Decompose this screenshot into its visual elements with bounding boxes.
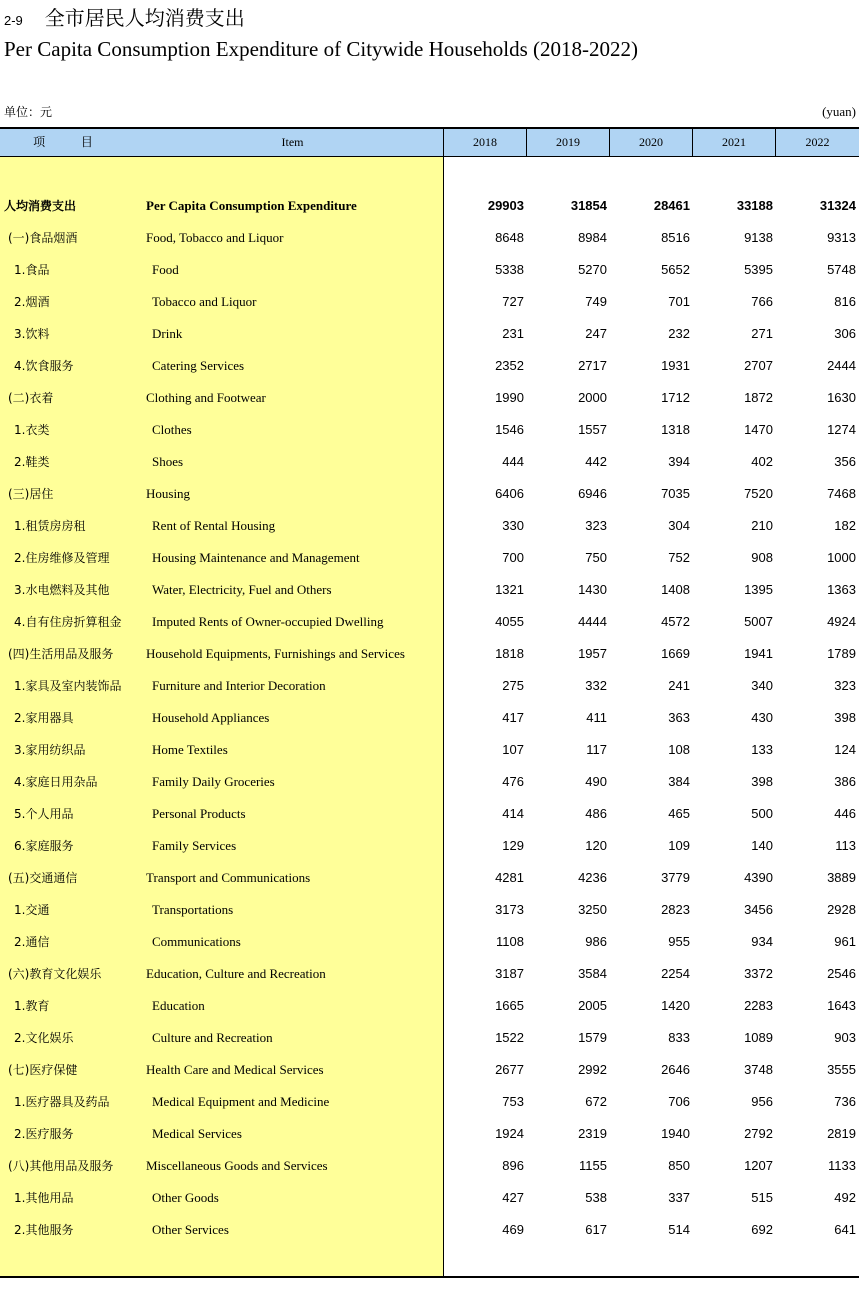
- table-row: [0, 254, 859, 286]
- row-label-en: Food, Tobacco and Liquor: [146, 230, 284, 245]
- cell-value-2021: 7520: [744, 486, 773, 501]
- table-row: [0, 350, 859, 382]
- cell-value-2022: 3555: [827, 1062, 856, 1077]
- row-label-en: Clothes: [152, 422, 192, 437]
- row-label-cn: 1.食品: [14, 263, 50, 277]
- cell-value-2021: 398: [751, 774, 773, 789]
- cell-value-2020: 1318: [661, 422, 690, 437]
- cell-value-2021: 3456: [744, 902, 773, 917]
- table-row: [0, 478, 859, 510]
- cell-value-2021: 430: [751, 710, 773, 725]
- row-label-cn: (五)交通通信: [8, 871, 78, 885]
- cell-value-2022: 736: [834, 1094, 856, 1109]
- header-year-2020: 2020: [639, 135, 663, 149]
- row-label-cn: 5.个人用品: [14, 807, 74, 821]
- header-year-2018: 2018: [473, 135, 497, 149]
- row-label-en: Shoes: [152, 454, 184, 469]
- row-label-cn: (四)生活用品及服务: [8, 647, 114, 661]
- cell-value-2020: 384: [668, 774, 690, 789]
- cell-value-2018: 2352: [495, 358, 524, 373]
- cell-value-2018: 3173: [495, 902, 524, 917]
- cell-value-2018: 1665: [495, 998, 524, 1013]
- cell-value-2019: 2005: [578, 998, 607, 1013]
- cell-value-2019: 1430: [578, 582, 607, 597]
- cell-value-2018: 896: [502, 1158, 524, 1173]
- row-label-cn: 人均消费支出: [4, 199, 77, 213]
- cell-value-2019: 332: [585, 678, 607, 693]
- row-label-en: Water, Electricity, Fuel and Others: [152, 582, 332, 597]
- cell-value-2018: 753: [502, 1094, 524, 1109]
- cell-value-2022: 446: [834, 806, 856, 821]
- cell-value-2021: 908: [751, 550, 773, 565]
- row-label-cn: 3.饮料: [14, 327, 50, 341]
- cell-value-2019: 2000: [578, 390, 607, 405]
- unit-label-en: (yuan): [822, 104, 856, 119]
- row-label-en: Health Care and Medical Services: [146, 1062, 324, 1077]
- cell-value-2019: 442: [585, 454, 607, 469]
- cell-value-2019: 749: [585, 294, 607, 309]
- cell-value-2021: 500: [751, 806, 773, 821]
- row-label-cn: 1.家具及室内装饰品: [14, 679, 122, 693]
- row-label-en: Household Equipments, Furnishings and Services: [146, 646, 405, 661]
- cell-value-2018: 476: [502, 774, 524, 789]
- row-label-en: Communications: [152, 934, 241, 949]
- cell-value-2018: 1546: [495, 422, 524, 437]
- row-label-en: Household Appliances: [152, 710, 270, 725]
- cell-value-2022: 2444: [827, 358, 856, 373]
- bottom-rule: [0, 1276, 859, 1278]
- cell-value-2019: 4236: [578, 870, 607, 885]
- cell-value-2018: 469: [502, 1222, 524, 1237]
- cell-value-2019: 617: [585, 1222, 607, 1237]
- table-row: [0, 670, 859, 702]
- table-row: [0, 990, 859, 1022]
- cell-value-2022: 398: [834, 710, 856, 725]
- cell-value-2022: 2819: [827, 1126, 856, 1141]
- cell-value-2020: 706: [668, 1094, 690, 1109]
- cell-value-2021: 5395: [744, 262, 773, 277]
- cell-value-2019: 411: [586, 710, 607, 725]
- row-label-en: Medical Equipment and Medicine: [152, 1094, 330, 1109]
- cell-value-2022: 1789: [827, 646, 856, 661]
- row-label-cn: 1.其他用品: [14, 1191, 74, 1205]
- cell-value-2021: 1089: [744, 1030, 773, 1045]
- table-row: [0, 286, 859, 318]
- row-label-en: Personal Products: [152, 806, 246, 821]
- cell-value-2021: 692: [751, 1222, 773, 1237]
- cell-value-2018: 1522: [495, 1030, 524, 1045]
- row-label-cn: 2.文化娱乐: [14, 1031, 74, 1045]
- row-label-cn: (七)医疗保健: [8, 1063, 78, 1077]
- cell-value-2020: 1669: [661, 646, 690, 661]
- cell-value-2018: 2677: [495, 1062, 524, 1077]
- cell-value-2022: 356: [834, 454, 856, 469]
- row-label-cn: (一)食品烟酒: [8, 231, 78, 245]
- table-row: [0, 926, 859, 958]
- cell-value-2022: 492: [834, 1190, 856, 1205]
- row-label-en: Other Goods: [152, 1190, 219, 1205]
- row-label-en: Drink: [152, 326, 183, 341]
- table-row: [0, 862, 859, 894]
- row-label-cn: 1.交通: [14, 903, 50, 917]
- cell-value-2020: 232: [668, 326, 690, 341]
- cell-value-2019: 323: [585, 518, 607, 533]
- table-row: [0, 958, 859, 990]
- cell-value-2018: 414: [502, 806, 524, 821]
- cell-value-2021: 9138: [744, 230, 773, 245]
- row-label-en: Other Services: [152, 1222, 229, 1237]
- cell-value-2020: 7035: [661, 486, 690, 501]
- table-title-cn: [4, 4, 245, 35]
- cell-value-2022: 903: [834, 1030, 856, 1045]
- cell-value-2020: 337: [668, 1190, 690, 1205]
- cell-value-2019: 2319: [578, 1126, 607, 1141]
- table-title-en: Per Capita Consumption Expenditure of Citywide Households (2018-2022): [4, 37, 639, 61]
- table-row: [0, 638, 859, 670]
- cell-value-2020: 2254: [661, 966, 690, 981]
- cell-value-2019: 1957: [578, 646, 607, 661]
- cell-value-2022: 1133: [828, 1158, 856, 1173]
- cell-value-2021: 402: [751, 454, 773, 469]
- cell-value-2019: 6946: [578, 486, 607, 501]
- table-number: 2-9: [4, 13, 23, 28]
- cell-value-2022: 3889: [827, 870, 856, 885]
- cell-value-2019: 672: [585, 1094, 607, 1109]
- row-label-en: Family Services: [152, 838, 237, 853]
- title-cn-text: 全市居民人均消费支出: [44, 6, 245, 30]
- cell-value-2020: 5652: [661, 262, 690, 277]
- row-label-en: Catering Services: [152, 358, 245, 373]
- table-row: [0, 1150, 859, 1182]
- table-row: [0, 606, 859, 638]
- cell-value-2019: 490: [585, 774, 607, 789]
- table-row: [0, 414, 859, 446]
- row-label-cn: 2.住房维修及管理: [14, 551, 110, 565]
- row-label-cn: 3.家用纺织品: [14, 743, 86, 757]
- cell-value-2020: 394: [668, 454, 690, 469]
- cell-value-2022: 9313: [827, 230, 856, 245]
- cell-value-2022: 2928: [827, 902, 856, 917]
- cell-value-2018: 1818: [495, 646, 524, 661]
- cell-value-2018: 4055: [495, 614, 524, 629]
- cell-value-2021: 2283: [744, 998, 773, 1013]
- cell-value-2022: 182: [834, 518, 856, 533]
- cell-value-2020: 1712: [661, 390, 690, 405]
- table-row: [0, 766, 859, 798]
- table-row: [0, 894, 859, 926]
- cell-value-2019: 247: [585, 326, 607, 341]
- table-header: [0, 129, 859, 157]
- cell-value-2020: 28461: [653, 198, 690, 213]
- header-year-2022: 2022: [805, 135, 830, 149]
- cell-value-2021: 1470: [744, 422, 773, 437]
- cell-value-2019: 986: [585, 934, 607, 949]
- table-row: [0, 510, 859, 542]
- cell-value-2021: 210: [751, 518, 773, 533]
- header-year-2019: 2019: [556, 135, 580, 149]
- cell-value-2021: 5007: [744, 614, 773, 629]
- cell-value-2019: 4444: [578, 614, 607, 629]
- header-item-en: Item: [281, 135, 304, 149]
- row-label-cn: 2.通信: [14, 935, 50, 949]
- cell-value-2020: 955: [668, 934, 690, 949]
- table-row: [0, 1118, 859, 1150]
- cell-value-2019: 3250: [578, 902, 607, 917]
- row-label-cn: (二)衣着: [8, 391, 54, 405]
- cell-value-2019: 538: [585, 1190, 607, 1205]
- cell-value-2018: 29903: [487, 198, 524, 213]
- row-label-cn: 4.自有住房折算租金: [14, 615, 122, 629]
- cell-value-2020: 241: [668, 678, 690, 693]
- row-label-en: Furniture and Interior Decoration: [152, 678, 326, 693]
- table-row: [0, 542, 859, 574]
- cell-value-2018: 5338: [495, 262, 524, 277]
- row-label-cn: 6.家庭服务: [14, 839, 74, 853]
- cell-value-2022: 816: [834, 294, 856, 309]
- cell-value-2021: 934: [751, 934, 773, 949]
- cell-value-2022: 113: [835, 838, 856, 853]
- row-label-cn: (八)其他用品及服务: [8, 1159, 114, 1173]
- table-row: [0, 1054, 859, 1086]
- row-label-cn: 1.租赁房房租: [14, 519, 86, 533]
- table-row: [0, 1214, 859, 1246]
- cell-value-2020: 465: [668, 806, 690, 821]
- row-label-cn: 1.教育: [14, 999, 50, 1013]
- cell-value-2020: 304: [668, 518, 690, 533]
- cell-value-2020: 850: [668, 1158, 690, 1173]
- cell-value-2021: 133: [751, 742, 773, 757]
- cell-value-2018: 6406: [495, 486, 524, 501]
- cell-value-2018: 427: [502, 1190, 524, 1205]
- cell-value-2018: 1990: [495, 390, 524, 405]
- cell-value-2021: 515: [751, 1190, 773, 1205]
- row-label-en: Education, Culture and Recreation: [146, 966, 326, 981]
- cell-value-2022: 124: [834, 742, 856, 757]
- table-row: [0, 702, 859, 734]
- row-label-en: Food: [152, 262, 179, 277]
- row-label-en: Housing Maintenance and Management: [152, 550, 360, 565]
- cell-value-2021: 33188: [736, 198, 773, 213]
- header-item-cn: 项 目: [33, 135, 109, 149]
- row-label-cn: (三)居住: [8, 487, 54, 501]
- table-row: [0, 830, 859, 862]
- cell-value-2021: 2792: [744, 1126, 773, 1141]
- row-label-cn: 2.家用器具: [14, 711, 74, 725]
- cell-value-2020: 108: [668, 742, 690, 757]
- cell-value-2018: 700: [502, 550, 524, 565]
- cell-value-2020: 1940: [661, 1126, 690, 1141]
- row-label-en: Transport and Communications: [146, 870, 311, 885]
- cell-value-2018: 8648: [495, 230, 524, 245]
- cell-value-2020: 4572: [661, 614, 690, 629]
- cell-value-2021: 3372: [744, 966, 773, 981]
- cell-value-2018: 1924: [495, 1126, 524, 1141]
- table-row: [0, 1022, 859, 1054]
- cell-value-2021: 766: [751, 294, 773, 309]
- cell-value-2018: 129: [502, 838, 524, 853]
- row-label-en: Rent of Rental Housing: [152, 518, 276, 533]
- cell-value-2022: 31324: [819, 198, 856, 213]
- cell-value-2021: 1207: [744, 1158, 773, 1173]
- cell-value-2021: 4390: [744, 870, 773, 885]
- cell-value-2018: 231: [502, 326, 524, 341]
- cell-value-2019: 1557: [578, 422, 607, 437]
- row-label-cn: 1.医疗器具及药品: [14, 1095, 110, 1109]
- row-label-cn: 2.鞋类: [14, 455, 50, 469]
- cell-value-2021: 340: [751, 678, 773, 693]
- unit-label-cn: 单位：元: [4, 105, 53, 119]
- cell-value-2020: 833: [668, 1030, 690, 1045]
- cell-value-2018: 727: [502, 294, 524, 309]
- cell-value-2019: 31854: [570, 198, 607, 213]
- cell-value-2020: 514: [668, 1222, 690, 1237]
- table-row: [0, 574, 859, 606]
- cell-value-2019: 2717: [578, 358, 607, 373]
- cell-value-2019: 2992: [578, 1062, 607, 1077]
- cell-value-2022: 961: [834, 934, 856, 949]
- row-label-en: Per Capita Consumption Expenditure: [146, 198, 357, 213]
- cell-value-2019: 1579: [578, 1030, 607, 1045]
- row-label-cn: 2.医疗服务: [14, 1127, 74, 1141]
- row-label-en: Imputed Rents of Owner-occupied Dwelling: [152, 614, 384, 629]
- row-label-en: Culture and Recreation: [152, 1030, 273, 1045]
- row-label-en: Tobacco and Liquor: [152, 294, 257, 309]
- cell-value-2021: 271: [751, 326, 773, 341]
- table-row: [0, 1086, 859, 1118]
- row-label-en: Transportations: [152, 902, 234, 917]
- table-row: [0, 222, 859, 254]
- cell-value-2020: 1420: [661, 998, 690, 1013]
- cell-value-2018: 275: [502, 678, 524, 693]
- cell-value-2020: 3779: [661, 870, 690, 885]
- row-label-en: Housing: [146, 486, 191, 501]
- cell-value-2022: 306: [834, 326, 856, 341]
- table-row: [0, 318, 859, 350]
- table-row: [0, 446, 859, 478]
- row-label-en: Home Textiles: [152, 742, 228, 757]
- table-row: [0, 1182, 859, 1214]
- cell-value-2021: 956: [751, 1094, 773, 1109]
- cell-value-2019: 117: [586, 742, 607, 757]
- cell-value-2020: 2823: [661, 902, 690, 917]
- row-label-en: Medical Services: [152, 1126, 242, 1141]
- cell-value-2018: 330: [502, 518, 524, 533]
- row-label-cn: 2.烟酒: [14, 295, 50, 309]
- cell-value-2020: 1408: [661, 582, 690, 597]
- table-row: [0, 798, 859, 830]
- cell-value-2018: 4281: [495, 870, 524, 885]
- cell-value-2022: 1630: [827, 390, 856, 405]
- cell-value-2022: 1643: [827, 998, 856, 1013]
- cell-value-2022: 641: [834, 1222, 856, 1237]
- row-label-cn: 3.水电燃料及其他: [14, 583, 110, 597]
- cell-value-2021: 1941: [744, 646, 773, 661]
- cell-value-2022: 323: [834, 678, 856, 693]
- cell-value-2019: 3584: [578, 966, 607, 981]
- row-label-en: Education: [152, 998, 205, 1013]
- cell-value-2018: 417: [502, 710, 524, 725]
- row-label-en: Miscellaneous Goods and Services: [146, 1158, 328, 1173]
- cell-value-2022: 386: [834, 774, 856, 789]
- cell-value-2021: 2707: [744, 358, 773, 373]
- cell-value-2022: 5748: [827, 262, 856, 277]
- cell-value-2020: 363: [668, 710, 690, 725]
- row-label-cn: 4.家庭日用杂品: [14, 775, 98, 789]
- cell-value-2021: 1872: [744, 390, 773, 405]
- cell-value-2022: 2546: [827, 966, 856, 981]
- header-year-2021: 2021: [722, 135, 746, 149]
- cell-value-2022: 1274: [827, 422, 856, 437]
- cell-value-2018: 1321: [495, 582, 524, 597]
- cell-value-2018: 444: [502, 454, 524, 469]
- cell-value-2020: 1931: [661, 358, 690, 373]
- cell-value-2019: 120: [585, 838, 607, 853]
- cell-value-2019: 750: [585, 550, 607, 565]
- cell-value-2018: 1108: [496, 934, 524, 949]
- cell-value-2020: 2646: [661, 1062, 690, 1077]
- table-row: [0, 734, 859, 766]
- row-label-cn: 1.衣类: [14, 423, 50, 437]
- cell-value-2020: 701: [668, 294, 690, 309]
- cell-value-2022: 7468: [827, 486, 856, 501]
- row-label-cn: 2.其他服务: [14, 1223, 74, 1237]
- cell-value-2019: 5270: [578, 262, 607, 277]
- cell-value-2020: 8516: [661, 230, 690, 245]
- cell-value-2021: 3748: [744, 1062, 773, 1077]
- cell-value-2019: 1155: [579, 1158, 607, 1173]
- cell-value-2022: 1363: [827, 582, 856, 597]
- cell-value-2018: 107: [502, 742, 524, 757]
- cell-value-2018: 3187: [495, 966, 524, 981]
- cell-value-2021: 140: [751, 838, 773, 853]
- row-label-en: Clothing and Footwear: [146, 390, 266, 405]
- cell-value-2021: 1395: [744, 582, 773, 597]
- row-label-en: Family Daily Groceries: [152, 774, 275, 789]
- cell-value-2022: 4924: [827, 614, 856, 629]
- cell-value-2020: 752: [668, 550, 690, 565]
- cell-value-2022: 1000: [827, 550, 856, 565]
- row-label-cn: 4.饮食服务: [14, 359, 74, 373]
- row-label-cn: (六)教育文化娱乐: [8, 967, 102, 981]
- cell-value-2020: 109: [668, 838, 690, 853]
- cell-value-2019: 8984: [578, 230, 607, 245]
- table-row: [0, 190, 859, 222]
- cell-value-2019: 486: [585, 806, 607, 821]
- table-row: [0, 382, 859, 414]
